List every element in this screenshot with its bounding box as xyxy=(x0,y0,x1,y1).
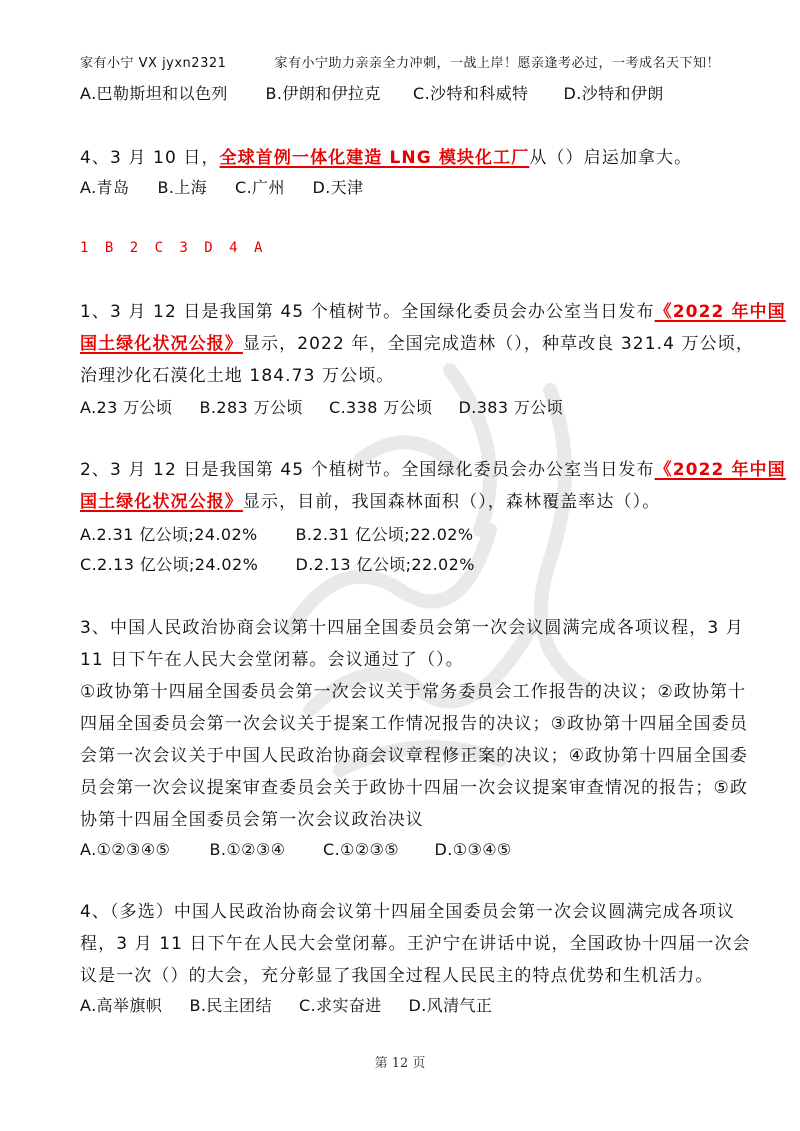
s2-q3-line: 3、中国人民政治协商会议第十四届全国委员会第一次会议圆满完成各项议程，3 月 xyxy=(80,618,744,638)
header-left: 家有小宁 VX jyxn2321 xyxy=(80,56,227,71)
s2-q4-line: 程，3 月 11 日下午在人民大会堂闭幕。王沪宁在讲话中说，全国政协十四届一次会 xyxy=(80,934,751,954)
highlight-text: 国土绿化状况公报》 xyxy=(80,492,243,512)
page-header xyxy=(80,52,720,76)
s2-q4-line: 4、（多选）中国人民政治协商会议第十四届全国委员会第一次会议圆满完成各项议 xyxy=(80,902,736,922)
s2-q2-options-row2 xyxy=(80,553,725,577)
header-right: 家有小宁助力亲亲全力冲刺，一战上岸！愿亲逢考必过，一考成名天下知！ xyxy=(274,56,720,71)
s2-q2-line2: 国土绿化状况公报》显示，目前，我国森林面积（），森林覆盖率达（）。 xyxy=(80,492,661,512)
page-number: 第 12 页 xyxy=(374,1056,426,1071)
s2-q3-line: 员会第一次会议提案审查委员会关于政协十四届一次会议提案审查情况的报告；⑤政 xyxy=(80,778,748,798)
option: A.高举旗帜 xyxy=(80,996,163,1015)
highlight-text: 《2022 年中国 xyxy=(654,460,786,480)
option: A.巴勒斯坦和以色列 xyxy=(80,84,228,103)
option: B.283 万公顷 xyxy=(199,398,303,417)
s2-q3-options xyxy=(80,838,725,862)
s2-q3-line: 四届全国委员会第一次会议关于提案工作情况报告的决议；③政协第十四届全国委员 xyxy=(80,714,748,734)
s2-q1-options xyxy=(80,396,725,420)
s2-q2-options-row1 xyxy=(80,523,725,547)
option: A.23 万公顷 xyxy=(80,398,173,417)
s2-q2-line1: 2、3 月 12 日是我国第 45 个植树节。全国绿化委员会办公室当日发布《2022 年中国 xyxy=(80,460,786,480)
option: B.2.31 亿公顷;22.02% xyxy=(295,525,474,544)
option: B.①②③④ xyxy=(209,840,286,859)
highlight-text: 《2022 年中国 xyxy=(654,302,786,322)
s2-q3-line: ①政协第十四届全国委员会第一次会议关于常务委员会工作报告的决议；②政协第十 xyxy=(80,682,747,702)
option: A.2.31 亿公顷;24.02% xyxy=(80,525,258,544)
option: A.①②③④⑤ xyxy=(80,840,171,859)
s2-q3-line: 会第一次会议关于中国人民政治协商会议章程修正案的决议；④政协第十四届全国委 xyxy=(80,746,748,766)
option: C.求实奋进 xyxy=(299,996,382,1015)
answer-key: 1 B 2 C 3 D 4 A xyxy=(80,240,267,256)
option: D.①③④⑤ xyxy=(434,840,512,859)
s2-q1-line2: 国土绿化状况公报》显示，2022 年，全国完成造林（），种草改良 321.4 万公顷， xyxy=(80,334,754,354)
option: C.338 万公顷 xyxy=(329,398,433,417)
option: D.风清气正 xyxy=(408,996,493,1015)
question-4-stem: 4、3 月 10 日，全球首例一体化建造 LNG 模块化工厂从（）启运加拿大。 xyxy=(80,148,693,168)
s2-q3-line: 11 日下午在人民大会堂闭幕。会议通过了（）。 xyxy=(80,650,464,670)
option: D.383 万公顷 xyxy=(458,398,564,417)
option: A.青岛 xyxy=(80,178,130,197)
option: C.沙特和科威特 xyxy=(413,84,529,103)
question-4-options xyxy=(80,176,725,200)
prev-options xyxy=(80,82,725,106)
s2-q4-options xyxy=(80,994,725,1018)
option: D.2.13 亿公顷;22.02% xyxy=(295,555,475,574)
option: D.天津 xyxy=(312,178,364,197)
option: B.上海 xyxy=(157,178,208,197)
highlight-text: 国土绿化状况公报》 xyxy=(80,334,243,354)
option: C.广州 xyxy=(235,178,285,197)
s2-q4-line: 议是一次（）的大会，充分彰显了我国全过程人民民主的特点优势和生机活力。 xyxy=(80,966,714,986)
s2-q1-line1: 1、3 月 12 日是我国第 45 个植树节。全国绿化委员会办公室当日发布《2022 年中国 xyxy=(80,302,786,322)
option: D.沙特和伊朗 xyxy=(563,84,664,103)
s2-q3-line: 协第十四届全国委员会第一次会议政治决议 xyxy=(80,810,424,830)
s2-q1-line3: 治理沙化石漠化土地 184.73 万公顷。 xyxy=(80,366,395,386)
highlight-text: 全球首例一体化建造 LNG 模块化工厂 xyxy=(219,148,530,168)
option: C.①②③⑤ xyxy=(323,840,400,859)
option: B.民主团结 xyxy=(189,996,272,1015)
option: B.伊朗和伊拉克 xyxy=(265,84,381,103)
option: C.2.13 亿公顷;24.02% xyxy=(80,555,259,574)
